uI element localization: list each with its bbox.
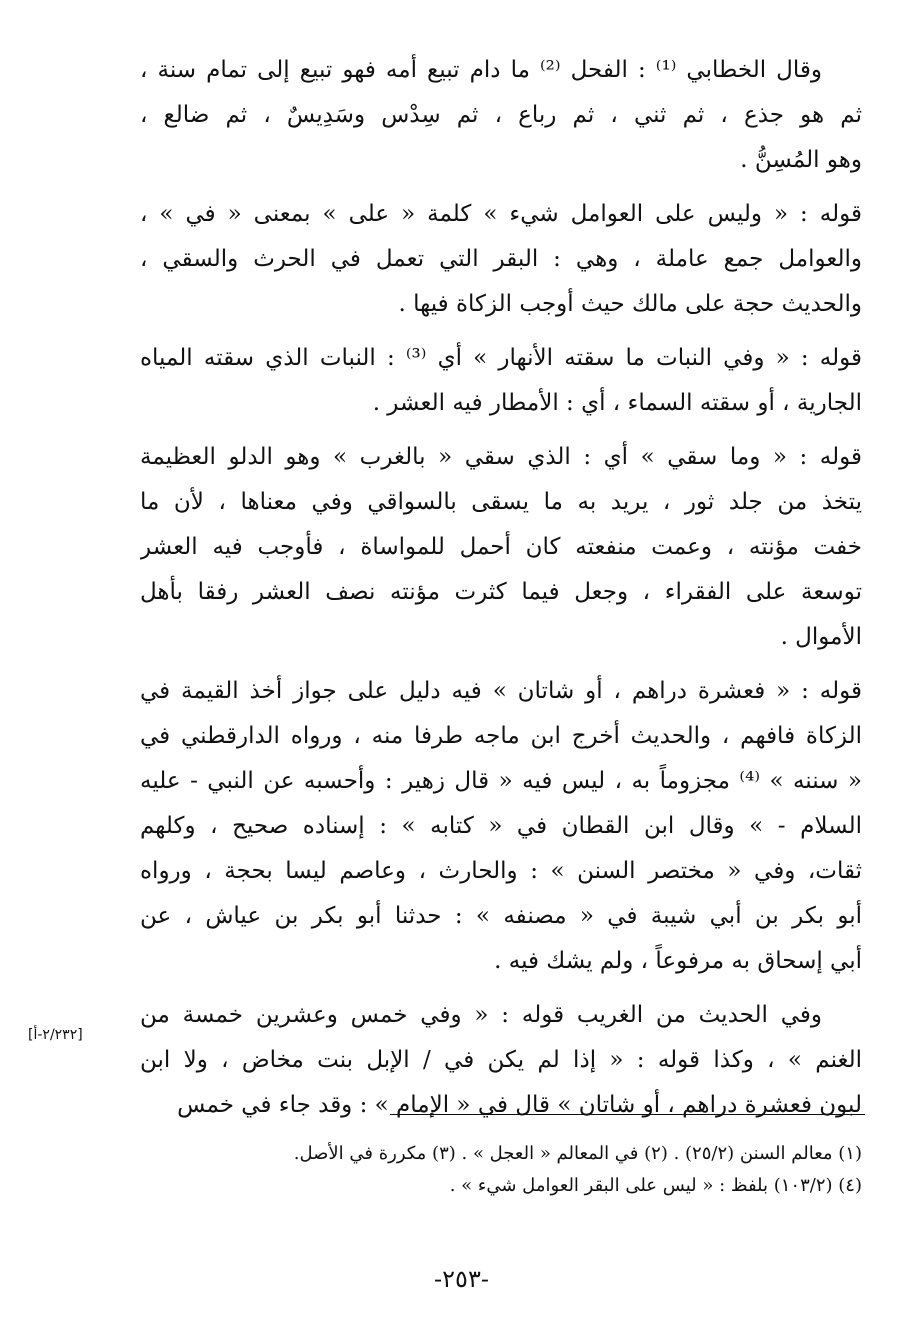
text-line: السلام - » وقال ابن القطان في « كتابه » : إسناده صحيح ، وكلهم xyxy=(140,813,862,839)
text-line: الأموال . xyxy=(780,624,862,650)
footnote-separator xyxy=(390,1114,865,1115)
paragraph-p4 xyxy=(140,435,862,660)
paragraph-p2 xyxy=(140,192,862,327)
text-line: قوله : « وفي النبات ما سقته الأنهار » أي ⁽³⁾ : النبات الذي سقته المياه xyxy=(140,345,862,371)
text-line: والعوامل جمع عاملة ، وهي : البقر التي تعمل في الحرث والسقي ، xyxy=(140,246,862,272)
text-line: أبي إسحاق به مرفوعاً ، ولم يشك فيه . xyxy=(494,948,862,974)
text-line: ثم هو جذع ، ثم ثني ، ثم رباع ، ثم سِدْس وسَدِيسٌ ، ثم ضالع ، xyxy=(140,102,862,128)
paragraph-p1 xyxy=(140,48,862,183)
body-text xyxy=(140,48,862,1137)
text-line: « سننه » ⁽⁴⁾ مجزوماً به ، ليس فيه « قال زهير : وأحسبه عن النبي - عليه xyxy=(140,768,862,794)
margin-reference: [٢/٢٣٢-أ] xyxy=(28,1027,83,1043)
page-number: -٢٥٣- xyxy=(434,1265,489,1293)
paragraph-p5 xyxy=(140,669,862,984)
text-line: قوله : « فعشرة دراهم ، أو شاتان » فيه دليل على جواز أخذ القيمة في xyxy=(140,678,862,704)
text-line: قوله : « وليس على العوامل شيء » كلمة « على » بمعنى « في » ، xyxy=(140,201,862,227)
text-line: وقال الخطابي ⁽¹⁾ : الفحل ⁽²⁾ ما دام تبيع أمه فهو تبيع إلى تمام سنة ، xyxy=(140,57,822,83)
text-line: وهو المُسِنُّ . xyxy=(740,147,862,173)
footnote-line: (٤) (١٠٣/٢) بلفظ : « ليس على البقر العوامل شيء » . xyxy=(449,1175,862,1196)
footnote-line: (١) معالم السنن (٢٥/٢) . (٢) في المعالم « العجل » . (٣) مكررة في الأصل. xyxy=(293,1143,862,1164)
text-line: قوله : « وما سقي » أي : الذي سقي « بالغرب » وهو الدلو العظيمة xyxy=(140,444,862,470)
paragraph-p6 xyxy=(140,993,862,1128)
text-line: والحديث حجة على مالك حيث أوجب الزكاة فيها . xyxy=(398,291,862,317)
text-line: أبو بكر بن أبي شيبة في « مصنفه » : حدثنا أبو بكر بن عياش ، عن xyxy=(140,903,862,929)
text-line: لبون فعشرة دراهم ، أو شاتان » قال في « الإمام » : وقد جاء في خمس xyxy=(177,1092,862,1118)
text-line: الغنم » ، وكذا قوله : « إذا لم يكن في / الإبل بنت مخاض ، ولا ابن xyxy=(140,1047,862,1073)
text-line: الزكاة فافهم ، والحديث أخرج ابن ماجه طرفا منه ، ورواه الدارقطني في xyxy=(140,723,862,749)
text-line: يتخذ من جلد ثور ، يريد به ما يسقى بالسواقي وفي معناها ، لأن ما xyxy=(140,489,862,515)
text-line: توسعة على الفقراء ، وجعل فيما كثرت مؤنته نصف العشر رفقا بأهل xyxy=(140,579,862,605)
text-line: وفي الحديث من الغريب قوله : « وفي خمس وعشرين خمسة من xyxy=(140,1002,822,1028)
text-line: الجارية ، أو سقته السماء ، أي : الأمطار فيه العشر . xyxy=(372,390,862,416)
text-line: خفت مؤنته ، وعمت منفعته كان أحمل للمواساة ، فأوجب فيه العشر xyxy=(140,534,862,560)
footnotes xyxy=(140,1138,862,1202)
text-line: ثقات، وفي « مختصر السنن » : والحارث ، وعاصم ليسا بحجة ، ورواه xyxy=(140,858,862,884)
paragraph-p3 xyxy=(140,336,862,426)
